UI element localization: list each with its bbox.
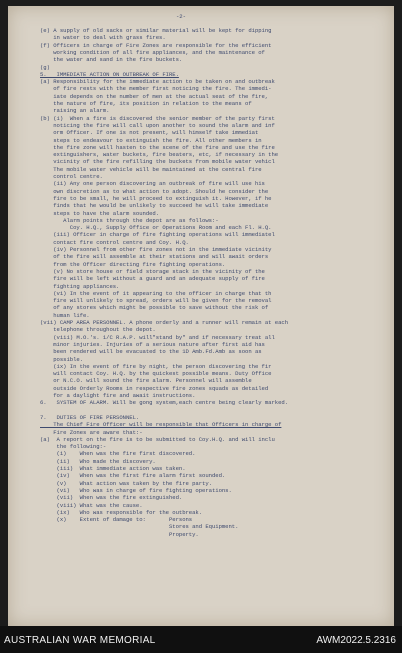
document-line: finds that he would be unlikely to succeed he will take immediate [40, 202, 269, 210]
document-line: (b) (i) When a fire is discovered the senior member of the party first [40, 114, 275, 122]
document-line: fighting appliances. [40, 282, 120, 290]
document-line: the water and sand in the fire buckets. [40, 56, 183, 64]
document-line: human life. [40, 311, 90, 319]
document-line: minor injuries. Injuries of a serious nature after first aid has [40, 340, 265, 348]
document-line: will contact Coy. H.Q. by the quickest possible means. Duty Office [40, 370, 272, 378]
document-line: fire will unlikely to spread, orders will be given for the removal [40, 297, 272, 305]
document-line: for a daylight fire and await instructions. [40, 392, 196, 399]
archive-reference: AWM2022.5.2316 [316, 635, 396, 646]
document-line: (g) [40, 63, 50, 71]
document-line: control centre. [40, 173, 103, 180]
document-line: iate depends on the number of men at the actual seat of the fire, [40, 92, 269, 100]
page-number: -2- [176, 13, 186, 20]
document-line: 5. IMMEDIATE ACTION ON OUTBREAK OF FIRE. [40, 70, 179, 78]
document-line: Coy. H.Q., Supply Office or Operations Room and each Fl. H.Q. [40, 224, 272, 232]
document-line: (i) When was the fire first discovered. [40, 450, 196, 458]
document-line: (x) Extent of damage to: Persons [40, 516, 193, 524]
document-line: The Chief Fire Officer will be responsible that Officers in charge of [40, 421, 282, 429]
document-line: steps to endeavour to extinguish the fire. All other members in [40, 136, 262, 144]
document-line: (ii) Any one person discovering an outbreak of fire will use his [40, 180, 265, 188]
document-line: Stores and Equipment. [40, 523, 239, 531]
document-line: (v) No store house or field storage stack in the vicinity of the [40, 267, 265, 275]
document-line: extinguishers, water buckets, fire beaters, etc, if necessary in the [40, 151, 279, 159]
document-line: own discretion as to what action to adopt. Should he consider the [40, 187, 269, 195]
document-line: of the fire will assemble at their stations and will await orders [40, 253, 269, 261]
document-line: The mobile water vehicle will be maintained at the central fire [40, 165, 262, 173]
document-line: of any stores which might be possible to save without the risk of [40, 304, 269, 312]
document-line: (vii) CAMP AREA PERSONNEL. A phone orderly and a runner will remain at each [40, 319, 289, 326]
document-line: 6. SYSTEM OF ALARM. Will be gong system,each centre being clearly marked. [40, 399, 289, 407]
document-line: Fire Zones are aware that:- [40, 428, 143, 436]
document-line: Property. [40, 530, 199, 538]
document-line: noticing the fire will call upon another to sound the alarm and inf [40, 121, 275, 129]
document-line: the following:- [40, 443, 107, 451]
document-line: of fire rests with the member first noticing the fire. The immedi- [40, 85, 272, 93]
document-line: (vi) Who was in charge of fire fighting operations. [40, 486, 232, 494]
document-line: possible. [40, 355, 83, 363]
document-line: (iii) Officer in charge of fire fighting operations will immediatel [40, 231, 275, 239]
document-line: contact fire control centre and Coy. H.Q. [40, 238, 189, 246]
archive-name: AUSTRALIAN WAR MEMORIAL [4, 635, 156, 646]
document-line: fire to be small, he will proceed to extinguish it. However, if he [40, 194, 272, 202]
document-line: (viii) What was the cause. [40, 501, 143, 509]
document-line: steps to have the alarm sounded. [40, 209, 160, 217]
document-line: in water to deal with grass fires. [40, 34, 166, 42]
document-line: (iii) What immediate action was taken. [40, 465, 186, 472]
document-line: the fire zone will hasten to the scene of the fire and use the fire [40, 143, 275, 151]
document-line: the nature of fire, its position in relation to the means of [40, 100, 252, 107]
document-line: (f) Officers in charge of Fire Zones are responsible for the efficient [40, 41, 272, 49]
document-line: from the Officer directing fire fighting operations. [40, 260, 226, 268]
document-line: (v) What action was taken by the fire party. [40, 479, 212, 487]
document-line: been rendered will be evacuated to the 1D Amb.Fd.Amb as soon as [40, 348, 262, 356]
document-line: (ix) Who was responsible for the outbreak. [40, 508, 203, 516]
document-line: (iv) Personnel from other fire zones not in the immediate vicinity [40, 246, 272, 253]
document-line: 7. DUTIES OF FIRE PERSONNEL. [40, 413, 140, 421]
document-line: telephone throughout the depot. [40, 326, 156, 334]
document-line: (ix) In the event of fire by night, the person discovering the fir [40, 362, 272, 370]
document-line: (a) A report on the fire is to be submitted to Coy.H.Q. and will inclu [40, 435, 275, 443]
document-page [8, 6, 394, 626]
document-line: or N.C.O. will sound the fire alarm. Personnel will assemble [40, 377, 252, 385]
archive-footer [0, 626, 402, 653]
document-line: (a) Responsibility for the immediate action to be taken on and outbreak [40, 78, 275, 86]
document-line: outside Orderly Rooms in respective fire zones squads as detailed [40, 384, 269, 392]
document-line: vicinity of the fire refilling the buckets from mobile water vehicl [40, 158, 275, 166]
document-line: (iv) When was the first fire alarm first sounded. [40, 472, 226, 480]
document-line: raising an alarm. [40, 107, 110, 115]
document-line: (vi) In the event of it appearing to the officer in charge that th [40, 289, 272, 297]
document-line: (viii) M.O.'s. 1/C R.A.P. will"stand by" and if necessary treat all [40, 333, 275, 341]
document-line: orm Officer. If one is not present, will himself take immediat [40, 129, 259, 137]
document-line: Alarm points through the depot are as follows:- [40, 216, 219, 224]
document-line: fire will be left without a guard and an adequate supply of fire [40, 275, 265, 283]
document-line: (ii) Who made the discovery. [40, 457, 156, 465]
document-line: working condition of all fire appliances, and the maintenance of [40, 48, 265, 56]
document-line: (vii) When was the fire extinguished. [40, 494, 183, 502]
document-line: (e) A supply of old sacks or similar material will be kept for dipping [40, 27, 272, 34]
